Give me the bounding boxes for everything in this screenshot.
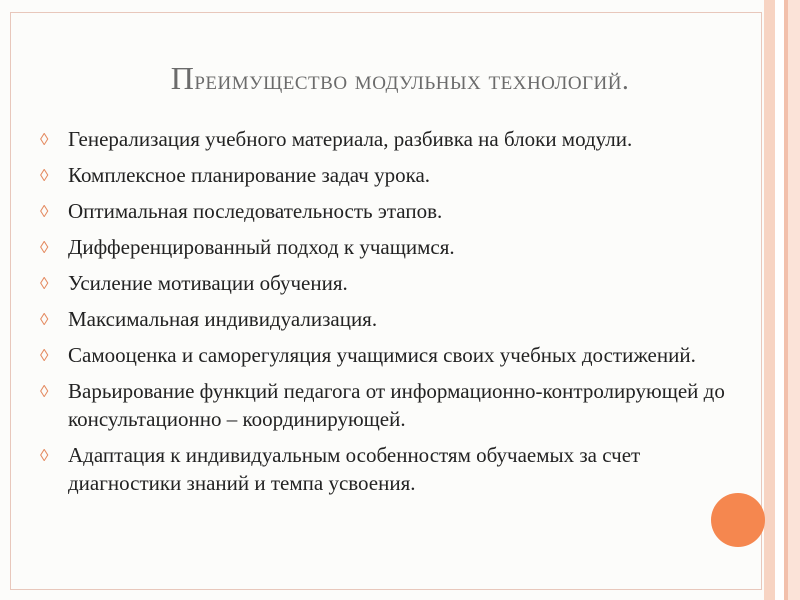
bullet-item [40, 197, 740, 225]
diamond-bullet-icon: ◊ [40, 166, 49, 185]
bullet-text: Адаптация к индивидуальным особенностям обучаемых за счет диагностики знаний и темпа усвоения. [68, 443, 641, 495]
bullet-item [40, 269, 740, 297]
diamond-bullet-icon: ◊ [40, 238, 49, 257]
bullet-item [40, 233, 740, 261]
bullet-item [40, 161, 740, 189]
bullet-text: Генерализация учебного материала, разбивка на блоки модули. [68, 127, 633, 151]
title-rest: реимущество модульных технологий. [194, 65, 630, 95]
bullet-text: Комплексное планирование задач урока. [68, 163, 431, 187]
bullet-item [40, 125, 740, 153]
bullet-item [40, 441, 740, 497]
bullet-item [40, 377, 740, 433]
bullet-text: Усиление мотивации обучения. [68, 271, 348, 295]
diamond-bullet-icon: ◊ [40, 446, 49, 465]
bullet-list [40, 125, 740, 505]
diamond-bullet-icon: ◊ [40, 274, 49, 293]
diamond-bullet-icon: ◊ [40, 130, 49, 149]
diamond-bullet-icon: ◊ [40, 310, 49, 329]
diamond-bullet-icon: ◊ [40, 382, 49, 401]
bullet-text: Максимальная индивидуализация. [68, 307, 378, 331]
bullet-item [40, 305, 740, 333]
bullet-text: Дифференцированный подход к учащимся. [68, 235, 455, 259]
slide-title [0, 60, 800, 97]
diamond-bullet-icon: ◊ [40, 346, 49, 365]
bullet-text: Варьирование функций педагога от информационно-контролирующей до консультационно – координирующей. [68, 379, 725, 431]
bullet-text: Самооценка и саморегуляция учащимися своих учебных достижений. [68, 343, 696, 367]
decor-circle [711, 493, 765, 547]
bullet-text: Оптимальная последовательность этапов. [68, 199, 443, 223]
title-initial: П [170, 60, 195, 96]
diamond-bullet-icon: ◊ [40, 202, 49, 221]
bullet-item [40, 341, 740, 369]
